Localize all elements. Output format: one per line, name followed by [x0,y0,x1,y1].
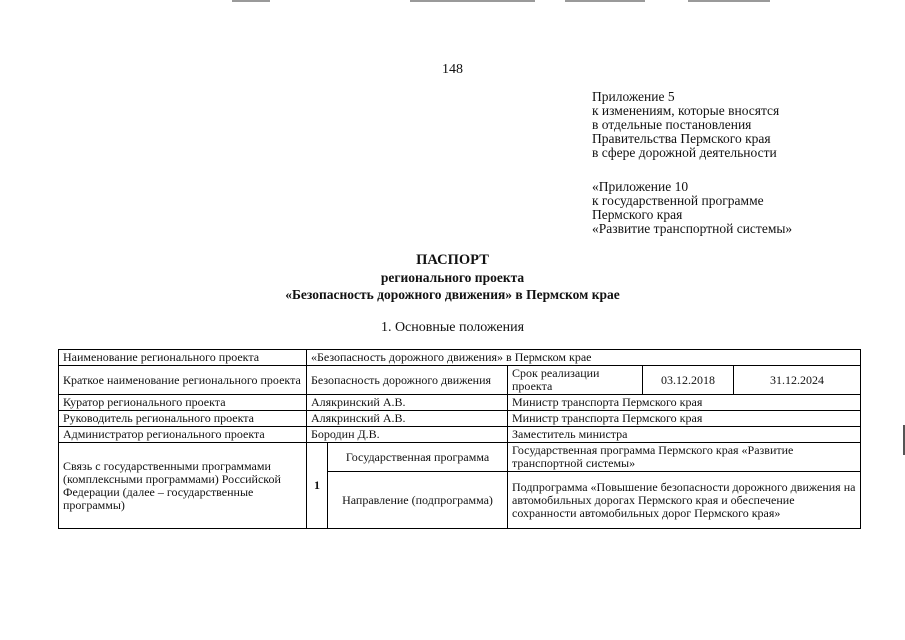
passport-table [58,349,861,529]
cell-name: Алякринский А.В. [307,395,508,411]
cell-period-label: Срок реализации проекта [508,366,643,395]
title-line-passport: ПАСПОРТ [416,252,489,268]
cell-index: 1 [307,443,328,529]
cell-direction-label: Направление (подпрограмма) [328,472,508,529]
appendix-10-heading [592,180,792,236]
table-row [59,411,861,427]
cell-direction-value: Подпрограмма «Повышение безопасности дорожного движения на автомобильных дорогах Пермского края и обеспечение сохранности автомобильных дорог Пермского края» [508,472,861,529]
cell-value: «Безопасность дорожного движения» в Пермском крае [307,350,861,366]
cell-start-date: 03.12.2018 [643,366,734,395]
appendix-line: Пермского края [592,207,683,222]
title-line-project-type: регионального проекта [380,270,525,285]
cell-end-date: 31.12.2024 [734,366,861,395]
appendix-5-heading [592,90,779,160]
appendix-line: «Приложение 10 [592,179,689,194]
cell-name: Бородин Д.В. [307,427,508,443]
scan-edge-line [232,0,270,2]
section-heading: 1. Основные положения [380,320,525,335]
document-title [0,252,905,303]
appendix-line: Правительства Пермского края [592,131,771,146]
cell-label: Краткое наименование регионального проекта [59,366,307,395]
appendix-line: к государственной программе [592,193,764,208]
cell-program-value: Государственная программа Пермского края «Развитие транспортной системы» [508,443,861,472]
scan-edge-line [688,0,770,2]
cell-program-label: Государственная программа [328,443,508,472]
cell-value: Безопасность дорожного движения [307,366,508,395]
cell-label: Руководитель регионального проекта [59,411,307,427]
appendix-line: в сфере дорожной деятельности [592,145,777,160]
table-row [59,443,861,472]
title-line-project-name: «Безопасность дорожного движения» в Пермском крае [285,287,620,302]
appendix-line: «Развитие транспортной системы» [592,221,793,236]
cell-label: Куратор регионального проекта [59,395,307,411]
cell-label: Администратор регионального проекта [59,427,307,443]
cell-name: Алякринский А.В. [307,411,508,427]
scan-edge-line [410,0,535,2]
appendix-line: Приложение 5 [592,89,675,104]
cell-position: Министр транспорта Пермского края [508,411,861,427]
cell-label: Наименование регионального проекта [59,350,307,366]
table-row [59,395,861,411]
cell-label: Связь с государственными программами (комплексными программами) Российской Федерации (далее – государственные программы) [59,443,307,529]
page-number: 148 [442,62,463,77]
scan-edge-line [565,0,645,2]
cell-position: Министр транспорта Пермского края [508,395,861,411]
table-row [59,350,861,366]
appendix-line: к изменениям, которые вносятся [592,103,780,118]
table-row [59,366,861,395]
cell-position: Заместитель министра [508,427,861,443]
appendix-line: в отдельные постановления [592,117,752,132]
table-row [59,427,861,443]
